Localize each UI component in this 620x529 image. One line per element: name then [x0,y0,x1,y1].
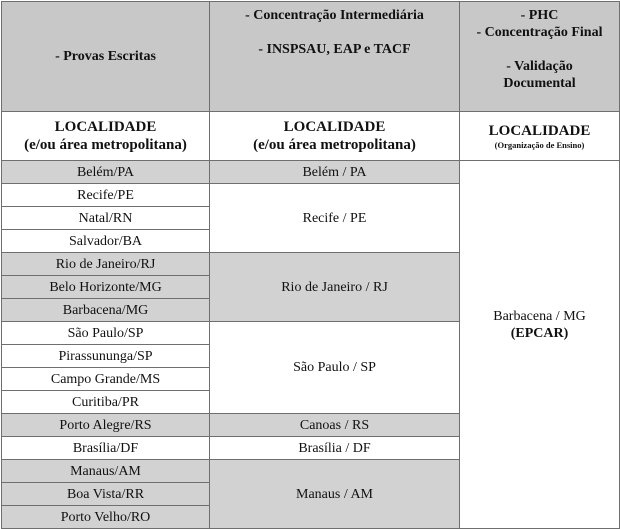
header-documental-label: Documental [503,76,576,91]
header-conc-final-label: - Concentração Final [476,25,603,40]
prova-cell: Porto Alegre/RS [2,414,210,437]
prova-cell: Recife/PE [2,184,210,207]
header-phc [460,2,620,112]
subheader-col1-sub: (e/ou área metropolitana) [24,137,187,153]
prova-cell: São Paulo/SP [2,322,210,345]
subheader-col2-sub: (e/ou área metropolitana) [253,137,416,153]
subheader-col2 [210,112,460,161]
concentracao-cell: Recife / PE [210,184,460,253]
header-row [2,2,620,112]
prova-cell: Boa Vista/RR [2,483,210,506]
header-validacao-label: - Validação [506,59,573,74]
concentracao-cell: Brasília / DF [210,437,460,460]
prova-cell: Porto Velho/RO [2,506,210,529]
concentracao-cell: São Paulo / SP [210,322,460,414]
prova-cell: Brasília/DF [2,437,210,460]
header-conc-int-label: - Concentração Intermediária [245,8,424,23]
subheader-col1 [2,112,210,161]
header-phc-label: - PHC [520,8,559,23]
subheader-col2-title: LOCALIDADE [283,119,386,135]
concentracao-cell: Rio de Janeiro / RJ [210,253,460,322]
header-provas-label: - Provas Escritas [55,49,156,64]
prova-cell: Pirassununga/SP [2,345,210,368]
subheader-col3-sub: (Organização de Ensino) [494,139,585,150]
prova-cell: Manaus/AM [2,460,210,483]
concentracao-cell: Canoas / RS [210,414,460,437]
prova-cell: Curitiba/PR [2,391,210,414]
header-concentracao-intermediaria [210,2,460,112]
subheader-col3 [460,112,620,161]
header-provas-escritas [2,2,210,112]
prova-cell: Natal/RN [2,207,210,230]
prova-cell: Belém/PA [2,161,210,184]
prova-cell: Belo Horizonte/MG [2,276,210,299]
subheader-row [2,112,620,161]
subheader-col1-title: LOCALIDADE [54,119,157,135]
localidades-table [1,1,620,529]
prova-cell: Barbacena/MG [2,299,210,322]
subheader-col3-title: LOCALIDADE [488,122,591,139]
prova-cell: Campo Grande/MS [2,368,210,391]
concentracao-cell: Belém / PA [210,161,460,184]
table-row [2,161,620,184]
header-inspsau-label: - INSPSAU, EAP e TACF [258,42,411,57]
prova-cell: Rio de Janeiro/RJ [2,253,210,276]
concentracao-cell: Manaus / AM [210,460,460,529]
final-cell [460,161,620,529]
prova-cell: Salvador/BA [2,230,210,253]
final-org: (EPCAR) [510,325,569,341]
final-city: Barbacena / MG [493,308,586,324]
